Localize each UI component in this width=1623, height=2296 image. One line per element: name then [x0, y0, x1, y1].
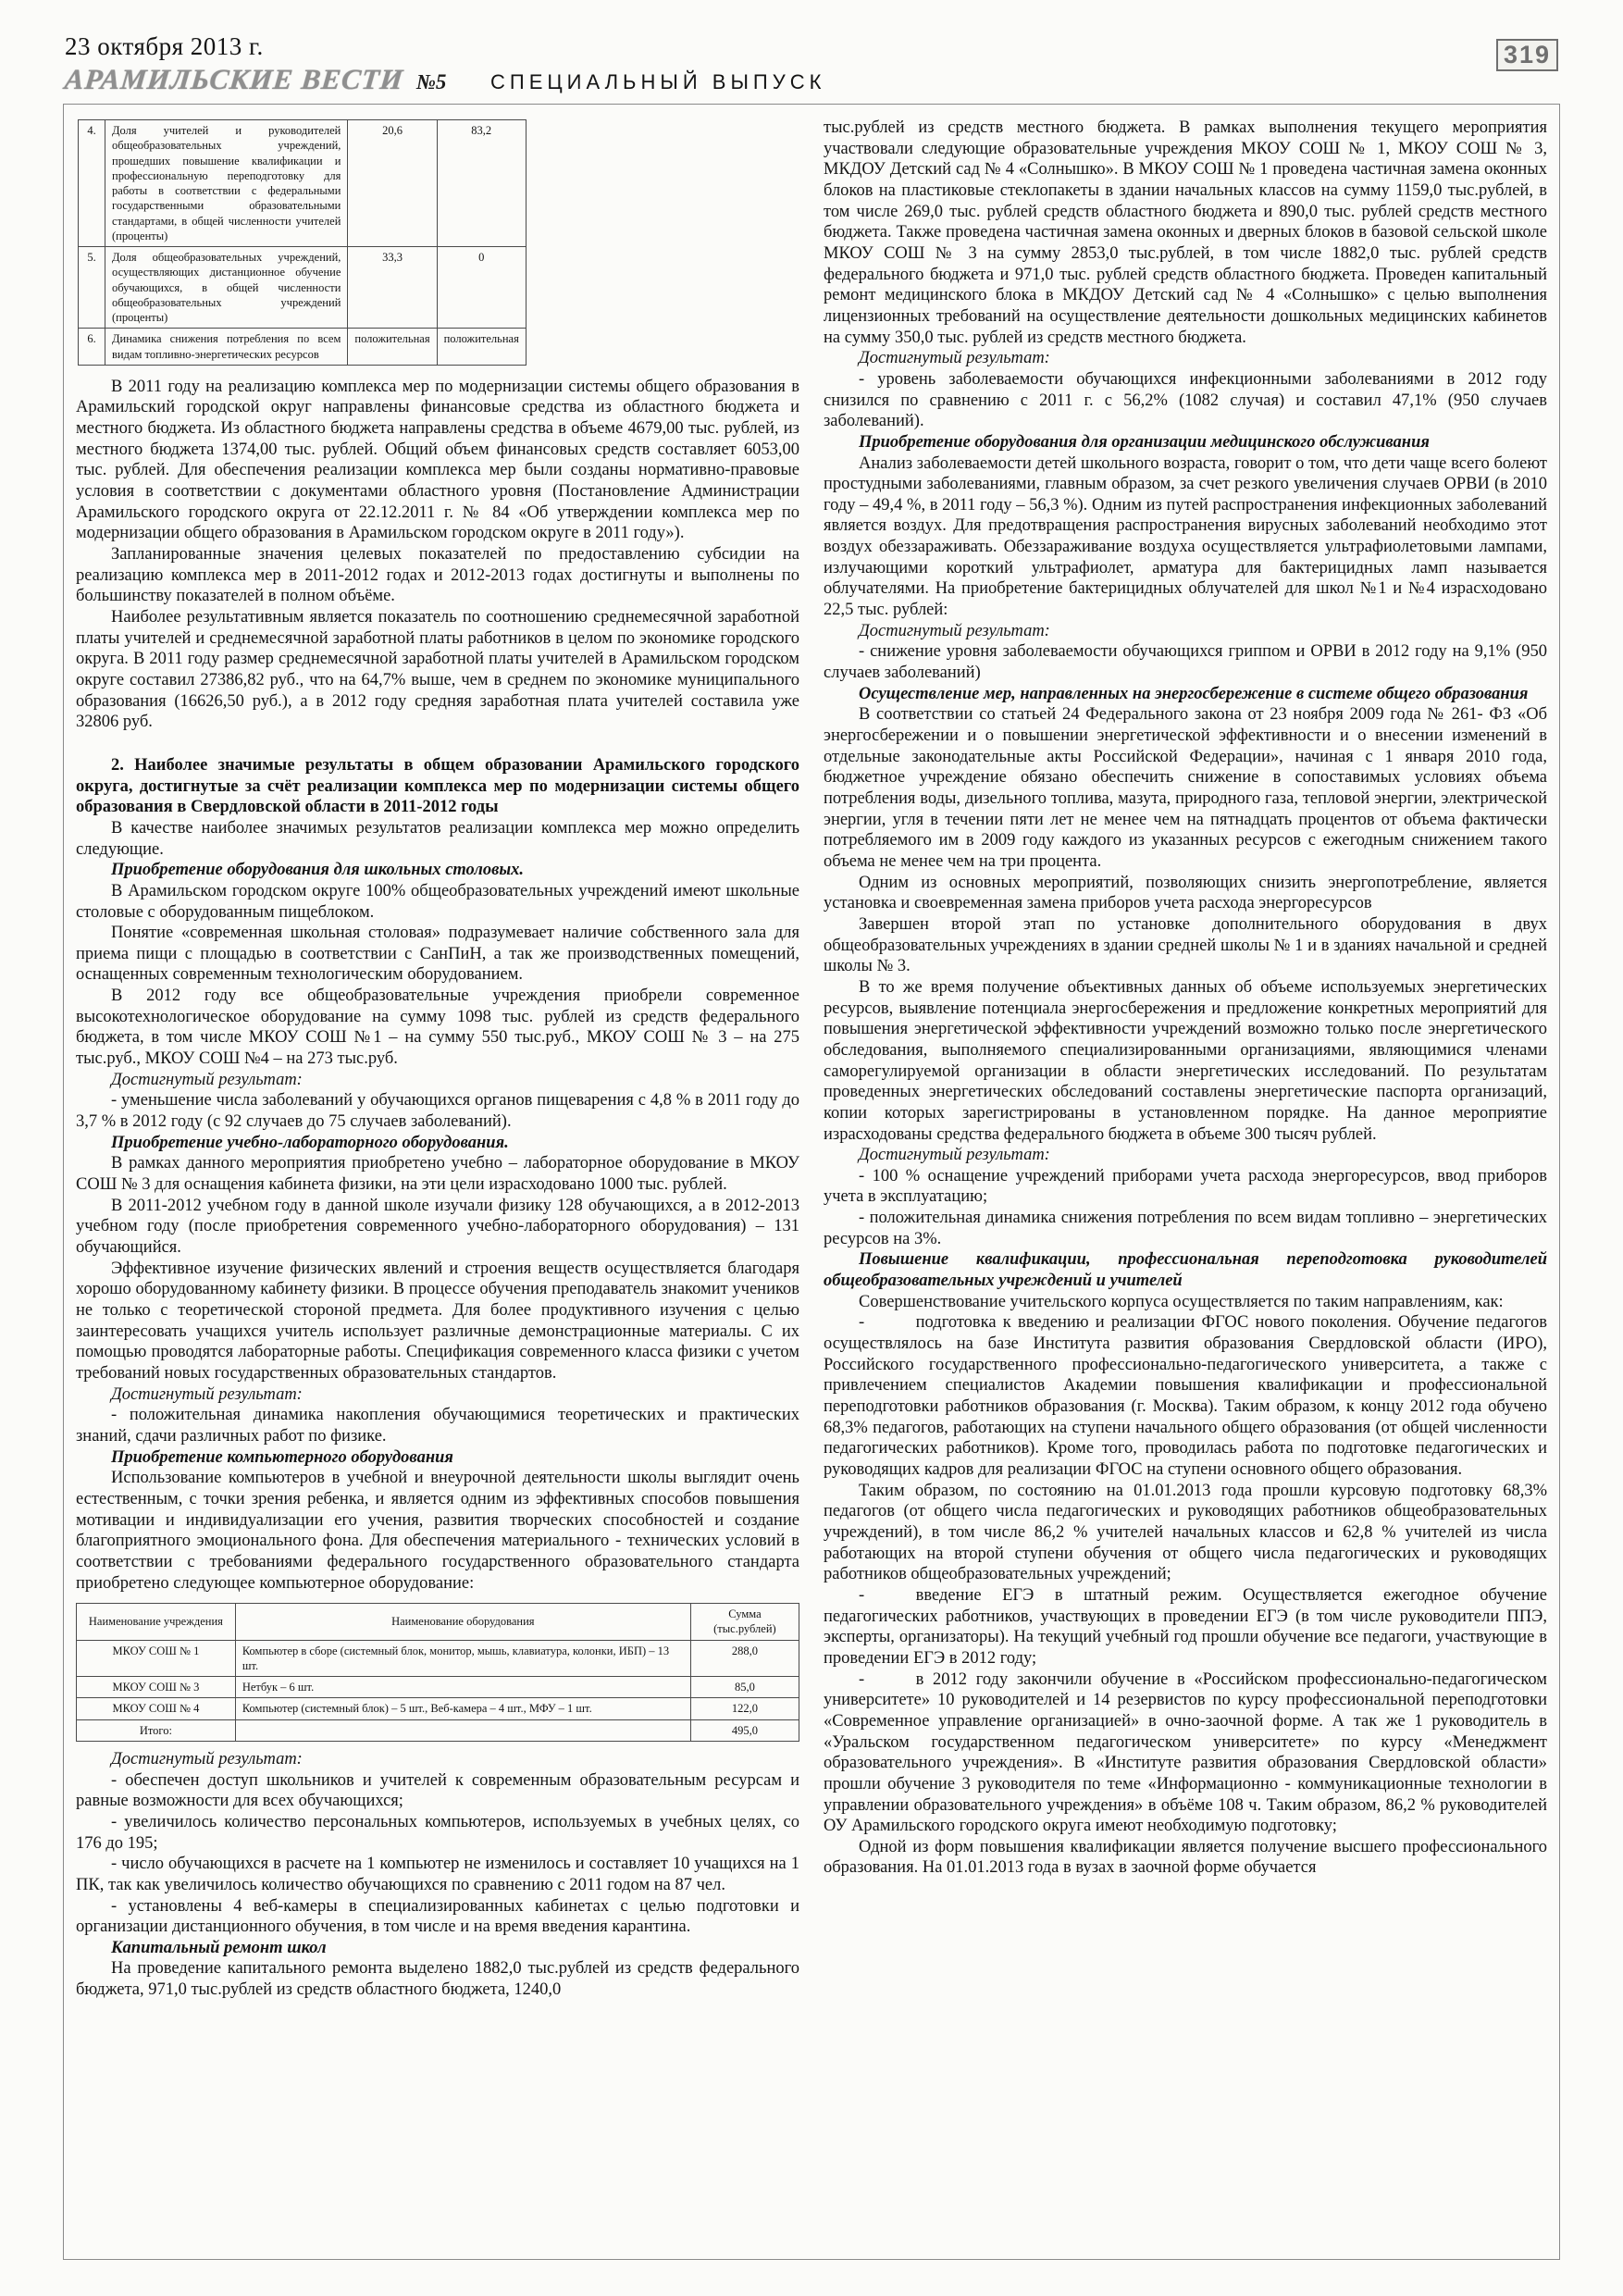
subsection-heading: Приобретение оборудования для школьных столовых. [111, 861, 525, 880]
paragraph: - положительная динамика накопления обучающимися теоретических и практических знаний, сдачи различных работ по физике. [76, 1406, 799, 1446]
paragraph: Совершенствование учительского корпуса осуществляется по таким направлениям, как: [859, 1292, 1504, 1311]
table-row [79, 247, 527, 329]
issue-number: №5 [415, 70, 447, 93]
table-cell: 4. [79, 120, 105, 247]
table-cell: Итого: [77, 1719, 236, 1741]
table-cell: Доля общеобразовательных учреждений, осуществляющих дистанционное обучение обучающихся, в общей численности общеобразовательных учреждений (проценты) [105, 247, 348, 329]
subsection-heading: Повышение квалификации, профессиональная переподготовка руководителей общеобразовательных учреждений и учителей [824, 1250, 1547, 1291]
paragraph: - подготовка к введению и реализации ФГОС нового поколения. Обучение педагогов осуществлялось на базе Института развития образования Свердловской области (ИРО), Российского государственного профессионально-педагогического университета, а также с привлечением специалистов Академии повышения квалификации и профессиональной переподготовки работников образования (г. Москва). Таким образом, к концу 2012 года обучено 68,3% педагогов, работающих на ступени начального общего образования (от общей численности педагогических работников). Кроме того, проводилась работа по подготовке педагогических и руководящих кадров для реализации ФГОС на ступени основного общего образования. [824, 1313, 1547, 1479]
paragraph: - установлены 4 веб-камеры в специализированных кабинетах с целью подготовки и организации дистанционного обучения, в том числе и на время введения карантина. [76, 1896, 799, 1937]
paragraph: Понятие «современная школьная столовая» подразумевает наличие собственного зала для приема пищи с площадью в соответствии с СанПиН, а так же производственных помещений, оснащенных современным технологическим оборудованием. [76, 924, 799, 985]
subsection-heading: Осуществление мер, направленных на энергосбережение в системе общего образования [859, 684, 1529, 703]
computers-table [76, 1603, 799, 1742]
table-cell: 0 [437, 247, 526, 329]
paragraph: - введение ЕГЭ в штатный режим. Осуществляется ежегодное обучение педагогических работников, участвующих в проведении ЕГЭ (в том числе руководители ППЭ, эксперты, организаторы). На текущий учебный год прошли обучение все педагоги, участвующие в проведении ЕГЭ в 2012 году; [824, 1585, 1547, 1668]
subsection-heading: Приобретение учебно-лабораторного оборудования. [111, 1133, 509, 1152]
paragraph: Анализ заболеваемости детей школьного возраста, говорит о том, что дети чаще всего болеют простудными заболеваниями, главным образом, за счет резкого увеличения случаев ОРВИ (в 2010 году – 49,4 %, в 2011 году – 56,3 %). Одним из путей распространения инфекционных заболеваний является воздух. Для предотвращения распространения вирусных заболеваний необходимо этот воздух обеззараживать. Обеззараживание воздуха осуществляется ультрафиолетовыми лампами, излучающими короткий ультрафиолет, арматура для бактерицидных ламп называется облучателями. На приобретение бактерицидных облучателей для школ №1 и №4 израсходовано 22,5 тыс. рублей: [824, 453, 1547, 620]
paragraph: В то же время получение объективных данных об объеме используемых энергетических ресурсов, выявление потенциала энергосбережения и предложение конкретных мероприятий для повышения энергетической эффективности учреждений возможно только после энергетического обследования, выполняемого специализированными организациями, являющимися членами саморегулируемой организации в области энергетических исследований. По результатам проведенных энергетических обследований составлены энергетические паспорта организаций, копии которых зарегистрированы в установленном порядке. На данное мероприятие израсходованы средства федерального бюджета в объеме 300 тысяч рублей. [824, 977, 1547, 1144]
column-header: Сумма (тыс.рублей) [690, 1604, 799, 1641]
table-row [79, 120, 527, 247]
column-header: Наименование учреждения [77, 1604, 236, 1641]
paragraph: На проведение капитального ремонта выделено 1882,0 тыс.рублей из средств федерального бюджета, 971,0 тыс.рублей из средств областного бюджета, 1240,0 [76, 1959, 799, 2000]
table-cell: 6. [79, 329, 105, 366]
paragraph: - уменьшение числа заболеваний у обучающихся органов пищеварения с 4,8 % в 2011 году до 3,7 % в 2012 году (с 92 случаев до 75 случаев заболеваний). [76, 1091, 799, 1132]
left-column [76, 118, 799, 2246]
table-cell: Компьютер (системный блок) – 5 шт., Веб-камера – 4 шт., МФУ – 1 шт. [235, 1698, 690, 1719]
table-cell: положительная [348, 329, 437, 366]
page-header [0, 0, 1623, 104]
paragraph: - увеличилось количество персональных компьютеров, используемых в учебных целях, со 176 до 195; [76, 1812, 799, 1853]
page-number: 319 [1496, 39, 1558, 71]
table-row [77, 1677, 799, 1698]
result-label: Достигнутый результат: [859, 1146, 1050, 1165]
paragraph-continuation: тыс.рублей из средств местного бюджета. В рамках выполнения текущего мероприятия участвовали следующие образовательные учреждения МКОУ СОШ № 1, МКОУ СОШ № 3, МКДОУ Детский сад № 4 «Солнышко». В МКОУ СОШ № 1 проведена частичная замена оконных блоков на пластиковые стеклопакеты в здании начальных классов на сумму 1159,0 тыс.рублей, в том числе 269,0 тыс. рублей средств областного бюджета и 890,0 тыс. рублей средств местного бюджета. Также проведена частичная замена оконных и дверных блоков в базовой сельской школе МКОУ СОШ № 3 на сумму 2853,0 тыс.рублей, в том числе 1882,0 тыс. рублей средств федерального бюджета и 971,0 тыс. рублей средств областного бюджета. Проведен капитальный ремонт медицинского блока в МКДОУ Детский сад № 4 «Солнышко» с целью выполнения лицензионных требований на осуществление деятельности дошкольных медицинских кабинетов на сумму 350,0 тыс. рублей из средств местного бюджета. [824, 118, 1547, 347]
masthead-block [65, 32, 453, 96]
table-cell: МКОУ СОШ № 1 [77, 1640, 236, 1677]
paragraph: - обеспечен доступ школьников и учителей к современным образовательным ресурсам и равные возможности для всех обучающихся; [76, 1770, 799, 1811]
result-label: Достигнутый результат: [111, 1384, 303, 1404]
table-row [77, 1698, 799, 1719]
table-row [77, 1719, 799, 1741]
table-cell: 495,0 [690, 1719, 799, 1741]
result-label: Достигнутый результат: [859, 349, 1050, 368]
paragraph: Таким образом, по состоянию на 01.01.2013 года прошли курсовую подготовку 68,3% педагогов (от общего числа педагогических и руководящих работников общеобразовательных учреждений), в том числе 86,2 % учителей начальных классов и 62,8 % учителей из числа работающих на второй ступени обучения от общего числа педагогических и руководящих работников общеобразовательных учреждений; [824, 1481, 1547, 1584]
table-cell: МКОУ СОШ № 3 [77, 1677, 236, 1698]
table-cell: Доля учителей и руководителей общеобразовательных учреждений, прошедших повышение квалификации и профессиональную переподготовку для работы в соответствии с федеральными государственными образовательными стандартами, в общей численности учителей (проценты) [105, 120, 348, 247]
table-row [79, 329, 527, 366]
table-row [77, 1640, 799, 1677]
table-cell: 122,0 [690, 1698, 799, 1719]
paragraph: - в 2012 году закончили обучение в «Российском профессионально-педагогическом университете» 10 руководителей и 14 резервистов по курсу профессиональной переподготовки «Современное управление организацией» в очно-заочной форме. А так же 1 руководитель в «Уральском государственном педагогическом университете» по курсу «Менеджмент образовательного учреждения». В «Институте развития образования Свердловской области» прошли обучение 3 руководителя по теме «Информационно - коммуникационные технологии в управлении образовательного учреждения» в объёме 108 ч. Таким образом, 86,2 % руководителей ОУ Арамильского городского округа имеют необходимую подготовку; [824, 1669, 1547, 1836]
newspaper-logo: АРАМИЛЬСКИЕ ВЕСТИ [63, 63, 405, 95]
paragraph: В Арамильском городском округе 100% общеобразовательных учреждений имеют школьные столовые с оборудованным пищеблоком. [76, 881, 799, 922]
table-cell [235, 1719, 690, 1741]
paragraph: В 2011-2012 учебном году в данной школе изучали физику 128 обучающихся, а в 2012-2013 учебном году (после приобретения современного учебно-лабораторного оборудования) – 131 обучающийся. [76, 1196, 799, 1257]
result-label: Достигнутый результат: [111, 1749, 303, 1769]
subsection-heading: Капитальный ремонт школ [111, 1938, 327, 1957]
right-column [824, 118, 1547, 2246]
subsection-heading: Приобретение компьютерного оборудования [111, 1447, 453, 1467]
paragraph: Наиболее результативным является показатель по соотношению среднемесячной заработной платы учителей и среднемесячной заработной платы работников в целом по экономике городского округа. В 2011 году размер среднемесячной заработной платы учителей в Арамильском городском округе составил 27386,82 руб., что на 64,7% выше, чем в среднем по экономике муниципального образования (16626,50 руб.), а в 2012 году средняя заработная плата учителей составила уже 32806 руб. [76, 607, 799, 732]
paragraph: В качестве наиболее значимых результатов реализации комплекса мер можно определить следующие. [76, 818, 799, 859]
paragraph: Эффективное изучение физических явлений и строения веществ осуществляется благодаря хорошо оборудованному кабинету физики. В процессе обучения преподаватель знакомит учеников не только с теоретической стороной предмета. Для более продуктивного изучения с целью заинтересовать учащихся учитель использует различные демонстрационные материалы. С их помощью проводятся лабораторные работы. Спецификация современного класса физики с учетом требований новых государственных образовательных стандартов. [76, 1259, 799, 1383]
paragraph: Запланированные значения целевых показателей по предоставлению субсидии на реализацию комплекса мер в 2011-2012 годах и 2012-2013 годах достигнуты и выполнены по большинству показателей в полном объёме. [76, 545, 799, 606]
paragraph: Завершен второй этап по установке дополнительного оборудования в двух общеобразовательных учреждениях в здании средней школы № 1 и в зданиях начальной и средней школы № 3. [824, 914, 1547, 976]
paragraph: Использование компьютеров в учебной и внеурочной деятельности школы выглядит очень естественным, с точки зрения ребенка, и является одним из эффективных способов повышения мотивации и индивидуализации его учения, развития творческих способностей и создание благоприятного эмоционального фона. Для обеспечения материального - технических условий в соответствии с требованиями федерального государственного образовательного стандарта приобретено следующее компьютерное оборудование: [76, 1469, 799, 1593]
table-cell: Компьютер в сборе (системный блок, монитор, мышь, клавиатура, колонки, ИБП) – 13 шт. [235, 1640, 690, 1677]
result-label: Достигнутый результат: [859, 621, 1050, 640]
table-cell: положительная [437, 329, 526, 366]
table-cell: 33,3 [348, 247, 437, 329]
section-title: СПЕЦИАЛЬНЫЙ ВЫПУСК [490, 70, 826, 93]
paragraph: - число обучающихся в расчете на 1 компьютер не изменилось и составляет 10 учащихся на 1 ПК, так как увеличилось количество обучающихся по сравнению с 2011 годом на 87 чел. [76, 1855, 799, 1894]
paragraph: - 100 % оснащение учреждений приборами учета расхода энергоресурсов, ввод приборов учета в эксплуатацию; [824, 1166, 1547, 1207]
table-cell: 20,6 [348, 120, 437, 247]
result-label: Достигнутый результат: [111, 1070, 303, 1089]
table-header-row [77, 1604, 799, 1641]
section-heading: 2. Наиболее значимые результаты в общем образовании Арамильского городского округа, достигнутые за счёт реализации комплекса мер по модернизации системы общего образования в Свердловской области в 2011-2012 годы [76, 755, 799, 817]
table-cell: 83,2 [437, 120, 526, 247]
paragraph: В рамках данного мероприятия приобретено учебно – лабораторное оборудование в МКОУ СОШ № 3 для оснащения кабинета физики, на эти цели израсходовано 1000 тыс. рублей. [76, 1154, 799, 1195]
issue-date: 23 октября 2013 г. [65, 32, 264, 60]
paragraph: - снижение уровня заболеваемости обучающихся гриппом и ОРВИ в 2012 году на 9,1% (950 случаев заболеваний) [824, 642, 1547, 683]
paragraph: В соответствии со статьей 24 Федерального закона от 23 ноября 2009 года № 261- ФЗ «Об энергосбережении и о повышении энергетической эффективности и о внесении изменений в отдельные законодательные акты Российской Федерации», начиная с 1 января 2010 года, бюджетное учреждение обязано обеспечить снижение в сопоставимых условиях объема потребления воды, дизельного топлива, мазута, природного газа, тепловой энергии, электрической энергии, угля в течении пяти лет не менее чем на пятнадцать процентов от объема фактически потребляемого им в 2009 году каждого из указанных ресурсов с ежегодным снижением такого объема не менее чем на три процента. [824, 705, 1547, 871]
column-header: Наименование оборудования [235, 1604, 690, 1641]
paragraph: Одной из форм повышения квалификации является получение высшего профессионального образования. На 01.01.2013 года в вузах в заочной форме обучается [824, 1837, 1547, 1878]
paragraph: - положительная динамика снижения потребления по всем видам топливно – энергетических ресурсов на 3%. [824, 1209, 1547, 1248]
table-cell: Динамика снижения потребления по всем видам топливно-энергетических ресурсов [105, 329, 348, 366]
table-cell: Нетбук – 6 шт. [235, 1677, 690, 1698]
paragraph: В 2012 году все общеобразовательные учреждения приобрели современное высокотехнологическое оборудование на сумму 1098 тыс. рублей из средств федерального бюджета, в том числе МКОУ СОШ №1 – на сумму 550 тыс.руб., МКОУ СОШ № 3 – на 275 тыс.руб., МКОУ СОШ №4 – на 273 тыс.руб. [76, 987, 799, 1069]
content-frame [63, 104, 1560, 2260]
paragraph: В 2011 году на реализацию комплекса мер по модернизации системы общего образования в Арамильский городской округ направлены финансовые средства из областного бюджета и местного бюджета. Из областного бюджета направлены средства в объеме 4679,00 тыс. рублей, из местного бюджета 1374,00 тыс. рублей. Общий объем финансовых средств составляет 6053,00 тыс. рублей. Для обеспечения реализации комплекса мер были созданы нормативно-правовые условия в соответствии с документами областного уровня (Постановление Администрации Арамильского городского округа от 22.12.2011 г. № 84 «Об утверждении комплекса мер по модернизации общего образования в Арамильском городском округе в 2011 году»). [76, 377, 799, 543]
masthead-row [65, 63, 453, 96]
table-cell: 5. [79, 247, 105, 329]
table-cell: 85,0 [690, 1677, 799, 1698]
subsection-heading: Приобретение оборудования для организации медицинского обслуживания [859, 432, 1430, 452]
table-cell: 288,0 [690, 1640, 799, 1677]
table-cell: МКОУ СОШ № 4 [77, 1698, 236, 1719]
paragraph: Одним из основных мероприятий, позволяющих снизить энергопотребление, является установка и своевременная замена приборов учета расхода энергоресурсов [824, 873, 1547, 913]
paragraph: - уровень заболеваемости обучающихся инфекционными заболеваниями в 2012 году снизился по сравнению с 2011 г. с 56,2% (1082 случая) и составил 47,1% (950 случаев заболеваний). [824, 369, 1547, 431]
indicators-table [78, 119, 527, 366]
